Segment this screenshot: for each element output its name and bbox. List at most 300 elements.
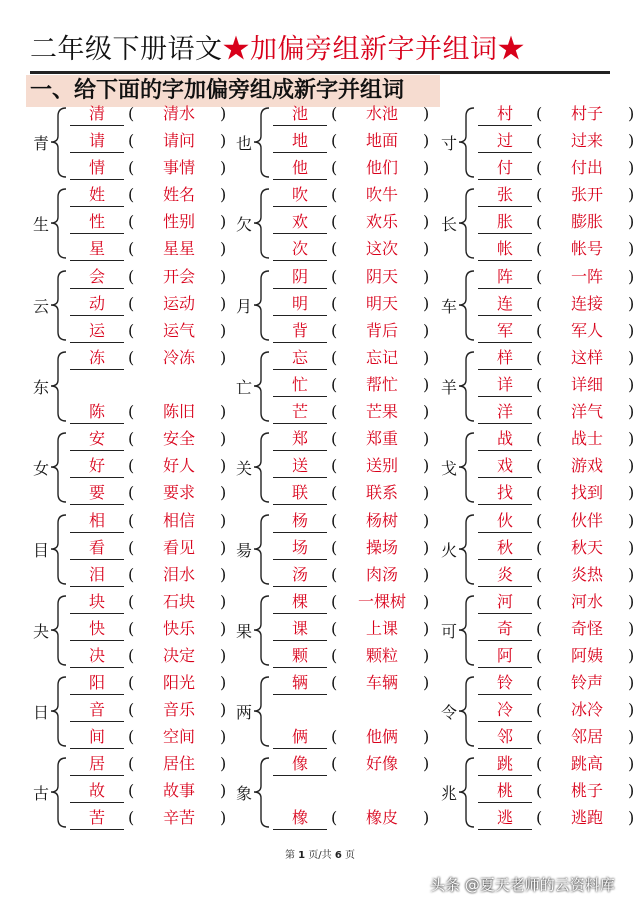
- answer-row: [70, 102, 230, 128]
- answer-row: [273, 725, 433, 751]
- answer-row: [70, 617, 230, 643]
- answer-row: [478, 400, 638, 426]
- answer-row: [70, 563, 230, 589]
- new-character-blank: 付: [478, 157, 532, 180]
- close-paren: ): [628, 375, 635, 394]
- new-character-blank: 池: [273, 103, 327, 126]
- answer-row: [273, 292, 433, 318]
- root-character: 东: [32, 378, 49, 397]
- close-paren: ): [220, 348, 227, 367]
- close-paren: ): [423, 538, 430, 557]
- answer-row: [273, 427, 433, 453]
- word-answer: 安全: [162, 429, 195, 448]
- word-answer: 辛苦: [162, 808, 195, 827]
- close-paren: ): [628, 158, 635, 177]
- open-paren: (: [128, 267, 135, 286]
- word-answer: 姓名: [162, 185, 195, 204]
- close-paren: ): [628, 511, 635, 530]
- root-character: 月: [235, 297, 252, 316]
- word-answer: 阳光: [162, 673, 195, 692]
- close-paren: ): [628, 185, 635, 204]
- answer-row: [273, 129, 433, 155]
- curly-brace-icon: [454, 427, 476, 508]
- close-paren: ): [628, 294, 635, 313]
- answer-row: [478, 183, 638, 209]
- close-paren: ): [423, 294, 430, 313]
- open-paren: (: [331, 538, 338, 557]
- open-paren: (: [536, 619, 543, 638]
- new-character-blank: 棵: [273, 591, 327, 614]
- curly-brace-icon: [249, 590, 271, 671]
- root-group: [30, 346, 225, 427]
- word-answer: 帮忙: [365, 375, 398, 394]
- close-paren: ): [423, 212, 430, 231]
- answer-row: [273, 644, 433, 670]
- answer-row: [478, 509, 638, 535]
- open-paren: (: [331, 592, 338, 611]
- word-answer: 泪水: [162, 565, 195, 584]
- answer-row: [70, 427, 230, 453]
- close-paren: ): [220, 808, 227, 827]
- open-paren: (: [331, 104, 338, 123]
- root-character: 两: [235, 703, 252, 722]
- open-paren: (: [331, 727, 338, 746]
- close-paren: ): [423, 402, 430, 421]
- close-paren: ): [628, 700, 635, 719]
- open-paren: (: [128, 511, 135, 530]
- word-answer: 清水: [162, 104, 195, 123]
- close-paren: ): [220, 267, 227, 286]
- root-character: 目: [32, 541, 49, 560]
- root-group: [233, 671, 428, 752]
- open-paren: (: [331, 483, 338, 502]
- new-character-blank: 地: [273, 130, 327, 153]
- title-topic: 加偏旁组新字并组词: [250, 34, 498, 65]
- open-paren: (: [536, 348, 543, 367]
- word-answer: 送别: [365, 456, 398, 475]
- root-character: 象: [235, 784, 252, 803]
- open-paren: (: [536, 321, 543, 340]
- new-character-blank: 运: [70, 320, 124, 343]
- close-paren: ): [220, 781, 227, 800]
- close-paren: ): [220, 158, 227, 177]
- answer-row: [273, 481, 433, 507]
- answer-row: [478, 481, 638, 507]
- open-paren: (: [536, 754, 543, 773]
- root-group: [438, 671, 633, 752]
- word-answer: 阴天: [365, 267, 398, 286]
- word-answer: 跳高: [570, 754, 603, 773]
- open-paren: (: [536, 646, 543, 665]
- new-character-blank: 秋: [478, 537, 532, 560]
- close-paren: ): [220, 538, 227, 557]
- close-paren: ): [423, 321, 430, 340]
- answer-row: [273, 373, 433, 399]
- answer-row: [273, 265, 433, 291]
- word-answer: 联系: [365, 483, 398, 502]
- open-paren: (: [536, 402, 543, 421]
- answer-row: [478, 563, 638, 589]
- root-group: [233, 183, 428, 264]
- word-answer: 决定: [162, 646, 195, 665]
- answer-row: [70, 319, 230, 345]
- new-character-blank: 决: [70, 645, 124, 668]
- new-character-blank: 汤: [273, 564, 327, 587]
- word-answer: 要求: [162, 483, 195, 502]
- close-paren: ): [220, 565, 227, 584]
- open-paren: (: [128, 700, 135, 719]
- open-paren: (: [331, 131, 338, 150]
- answer-row: [273, 509, 433, 535]
- root-character: 果: [235, 622, 252, 641]
- close-paren: ): [423, 131, 430, 150]
- curly-brace-icon: [46, 752, 68, 833]
- open-paren: (: [536, 727, 543, 746]
- answer-row: [478, 536, 638, 562]
- new-character-blank: 军: [478, 320, 532, 343]
- root-character: 云: [32, 297, 49, 316]
- word-answer: 他俩: [365, 727, 398, 746]
- close-paren: ): [220, 239, 227, 258]
- word-answer: 相信: [162, 511, 195, 530]
- new-character-blank: 洋: [478, 401, 532, 424]
- page-number: 1: [298, 850, 306, 861]
- word-answer: 芒果: [365, 402, 398, 421]
- root-character: 长: [440, 215, 457, 234]
- word-answer: 奇怪: [570, 619, 603, 638]
- answer-row: [70, 183, 230, 209]
- new-character-blank: 邻: [478, 726, 532, 749]
- word-answer: 杨树: [365, 511, 398, 530]
- new-character-blank: 课: [273, 618, 327, 641]
- open-paren: (: [128, 456, 135, 475]
- answer-row: [273, 237, 433, 263]
- close-paren: ): [423, 375, 430, 394]
- root-character: 戈: [440, 459, 457, 478]
- open-paren: (: [128, 158, 135, 177]
- close-paren: ): [423, 348, 430, 367]
- new-character-blank: 战: [478, 428, 532, 451]
- word-answer: 村子: [570, 104, 603, 123]
- word-answer: 秋天: [570, 538, 603, 557]
- answer-row: [70, 698, 230, 724]
- answer-row: [273, 400, 433, 426]
- word-answer: 连接: [570, 294, 603, 313]
- close-paren: ): [220, 429, 227, 448]
- new-character-blank: 场: [273, 537, 327, 560]
- answer-row: [70, 400, 230, 426]
- new-character-blank: 阴: [273, 266, 327, 289]
- root-group: [30, 183, 225, 264]
- root-character: 车: [440, 297, 457, 316]
- new-character-blank: 间: [70, 726, 124, 749]
- close-paren: ): [628, 673, 635, 692]
- new-character-blank: 吹: [273, 184, 327, 207]
- new-character-blank: 冷: [478, 699, 532, 722]
- open-paren: (: [331, 158, 338, 177]
- answer-row: [273, 536, 433, 562]
- curly-brace-icon: [249, 752, 271, 833]
- open-paren: (: [536, 592, 543, 611]
- word-answer: 冷冻: [162, 348, 195, 367]
- close-paren: ): [628, 267, 635, 286]
- answer-row: [70, 237, 230, 263]
- open-paren: (: [536, 700, 543, 719]
- answer-row: [478, 725, 638, 751]
- open-paren: (: [128, 754, 135, 773]
- new-character-blank: 橡: [273, 807, 327, 830]
- new-character-blank: 村: [478, 103, 532, 126]
- new-character-blank: 戏: [478, 455, 532, 478]
- open-paren: (: [128, 808, 135, 827]
- close-paren: ): [220, 619, 227, 638]
- new-character-blank: 连: [478, 293, 532, 316]
- word-answer: 一阵: [570, 267, 603, 286]
- word-answer: 石块: [162, 592, 195, 611]
- close-paren: ): [423, 158, 430, 177]
- open-paren: (: [128, 483, 135, 502]
- new-character-blank: 清: [70, 103, 124, 126]
- open-paren: (: [331, 565, 338, 584]
- close-paren: ): [423, 239, 430, 258]
- word-answer: 颗粒: [365, 646, 398, 665]
- curly-brace-icon: [454, 265, 476, 346]
- new-character-blank: 过: [478, 130, 532, 153]
- answer-row: [478, 156, 638, 182]
- root-group: [438, 102, 633, 183]
- close-paren: ): [628, 754, 635, 773]
- open-paren: (: [536, 131, 543, 150]
- open-paren: (: [331, 239, 338, 258]
- word-answer: 冰冷: [570, 700, 603, 719]
- new-character-blank: 详: [478, 374, 532, 397]
- curly-brace-icon: [454, 671, 476, 752]
- word-answer: 邻居: [570, 727, 603, 746]
- open-paren: (: [536, 565, 543, 584]
- close-paren: ): [220, 673, 227, 692]
- word-answer: 水池: [365, 104, 398, 123]
- answer-row: [478, 102, 638, 128]
- answer-row: [478, 454, 638, 480]
- close-paren: ): [628, 538, 635, 557]
- close-paren: ): [220, 104, 227, 123]
- close-paren: ): [220, 483, 227, 502]
- open-paren: (: [536, 538, 543, 557]
- open-paren: (: [128, 131, 135, 150]
- open-paren: (: [128, 294, 135, 313]
- word-answer: 上课: [365, 619, 398, 638]
- word-answer: 炎热: [570, 565, 603, 584]
- word-answer: 音乐: [162, 700, 195, 719]
- close-paren: ): [220, 321, 227, 340]
- word-answer: 铃声: [570, 673, 603, 692]
- root-group: [438, 265, 633, 346]
- answer-row: [273, 319, 433, 345]
- open-paren: (: [331, 185, 338, 204]
- word-answer: 逃跑: [570, 808, 603, 827]
- new-character-blank: 动: [70, 293, 124, 316]
- answer-row: [478, 806, 638, 832]
- word-answer: 空间: [162, 727, 195, 746]
- close-paren: ): [628, 104, 635, 123]
- close-paren: ): [220, 212, 227, 231]
- answer-row: [273, 563, 433, 589]
- answer-row: [478, 671, 638, 697]
- root-character: 兆: [440, 784, 457, 803]
- word-answer: 地面: [365, 131, 398, 150]
- root-group: [438, 183, 633, 264]
- open-paren: (: [331, 375, 338, 394]
- close-paren: ): [628, 808, 635, 827]
- close-paren: ): [220, 294, 227, 313]
- close-paren: ): [423, 104, 430, 123]
- close-paren: ): [423, 727, 430, 746]
- close-paren: ): [628, 429, 635, 448]
- curly-brace-icon: [249, 427, 271, 508]
- new-character-blank: 阿: [478, 645, 532, 668]
- root-group: [233, 102, 428, 183]
- word-answer: 一棵树: [357, 592, 406, 611]
- word-answer: 好像: [365, 754, 398, 773]
- word-answer: 这样: [570, 348, 603, 367]
- open-paren: (: [331, 646, 338, 665]
- open-paren: (: [536, 781, 543, 800]
- close-paren: ): [628, 239, 635, 258]
- word-answer: 背后: [365, 321, 398, 340]
- root-character: 关: [235, 459, 252, 478]
- close-paren: ): [423, 429, 430, 448]
- new-character-blank: 杨: [273, 510, 327, 533]
- new-character-blank: 桃: [478, 780, 532, 803]
- new-character-blank: 音: [70, 699, 124, 722]
- new-character-blank: 明: [273, 293, 327, 316]
- word-answer: 张开: [570, 185, 603, 204]
- word-answer: 过来: [570, 131, 603, 150]
- open-paren: (: [128, 348, 135, 367]
- open-paren: (: [128, 212, 135, 231]
- open-paren: (: [128, 538, 135, 557]
- close-paren: ): [628, 131, 635, 150]
- new-character-blank: 次: [273, 238, 327, 261]
- root-group: [30, 671, 225, 752]
- word-answer: 车辆: [365, 673, 398, 692]
- answer-row: [478, 590, 638, 616]
- title-star-left: ★: [222, 34, 250, 65]
- word-answer: 膨胀: [570, 212, 603, 231]
- curly-brace-icon: [46, 509, 68, 590]
- answer-row: [70, 725, 230, 751]
- word-answer: 性别: [162, 212, 195, 231]
- answer-row: [478, 319, 638, 345]
- new-character-blank: 帐: [478, 238, 532, 261]
- answer-row: [70, 156, 230, 182]
- answer-row: [273, 454, 433, 480]
- open-paren: (: [331, 294, 338, 313]
- answer-row: [70, 265, 230, 291]
- root-character: 火: [440, 541, 457, 560]
- open-paren: (: [331, 402, 338, 421]
- page-title: [30, 28, 610, 72]
- close-paren: ): [628, 456, 635, 475]
- answer-row: [478, 292, 638, 318]
- open-paren: (: [128, 673, 135, 692]
- close-paren: ): [423, 808, 430, 827]
- close-paren: ): [423, 483, 430, 502]
- root-character: 生: [32, 215, 49, 234]
- new-character-blank: 俩: [273, 726, 327, 749]
- open-paren: (: [536, 673, 543, 692]
- answer-row: [70, 536, 230, 562]
- word-answer: 游戏: [570, 456, 603, 475]
- root-character: 羊: [440, 378, 457, 397]
- new-character-blank: 块: [70, 591, 124, 614]
- root-character: 亡: [235, 378, 252, 397]
- root-group: [30, 590, 225, 671]
- new-character-blank: 他: [273, 157, 327, 180]
- answer-row: [478, 210, 638, 236]
- open-paren: (: [128, 592, 135, 611]
- word-answer: 这次: [365, 239, 398, 258]
- open-paren: (: [536, 294, 543, 313]
- word-answer: 忘记: [365, 348, 398, 367]
- root-character: 青: [32, 134, 49, 153]
- answer-row: [273, 590, 433, 616]
- root-character: 女: [32, 459, 49, 478]
- root-character: 也: [235, 134, 252, 153]
- word-answer: 事情: [162, 158, 195, 177]
- close-paren: ): [423, 592, 430, 611]
- open-paren: (: [331, 456, 338, 475]
- close-paren: ): [628, 321, 635, 340]
- root-group: [438, 590, 633, 671]
- root-character: 欠: [235, 215, 252, 234]
- close-paren: ): [423, 646, 430, 665]
- close-paren: ): [423, 511, 430, 530]
- new-character-blank: 姓: [70, 184, 124, 207]
- word-answer: 明天: [365, 294, 398, 313]
- open-paren: (: [536, 158, 543, 177]
- word-answer: 洋气: [570, 402, 603, 421]
- root-group: [438, 427, 633, 508]
- root-group: [233, 752, 428, 833]
- root-group: [233, 590, 428, 671]
- answer-row: [70, 454, 230, 480]
- new-character-blank: 相: [70, 510, 124, 533]
- word-answer: 他们: [365, 158, 398, 177]
- answer-row: [478, 617, 638, 643]
- new-character-blank: 快: [70, 618, 124, 641]
- answer-row: [478, 752, 638, 778]
- root-group: [438, 752, 633, 833]
- new-character-blank: 郑: [273, 428, 327, 451]
- open-paren: (: [331, 267, 338, 286]
- open-paren: (: [536, 483, 543, 502]
- new-character-blank: 苦: [70, 807, 124, 830]
- close-paren: ): [628, 348, 635, 367]
- new-character-blank: 陈: [70, 401, 124, 424]
- open-paren: (: [536, 185, 543, 204]
- answer-row: [70, 509, 230, 535]
- new-character-blank: 铃: [478, 672, 532, 695]
- close-paren: ): [220, 456, 227, 475]
- answer-row: [478, 698, 638, 724]
- word-answer: 找到: [570, 483, 603, 502]
- curly-brace-icon: [249, 671, 271, 752]
- new-character-blank: 样: [478, 347, 532, 370]
- new-character-blank: 阵: [478, 266, 532, 289]
- title-star-right: ★: [497, 34, 525, 65]
- open-paren: (: [128, 727, 135, 746]
